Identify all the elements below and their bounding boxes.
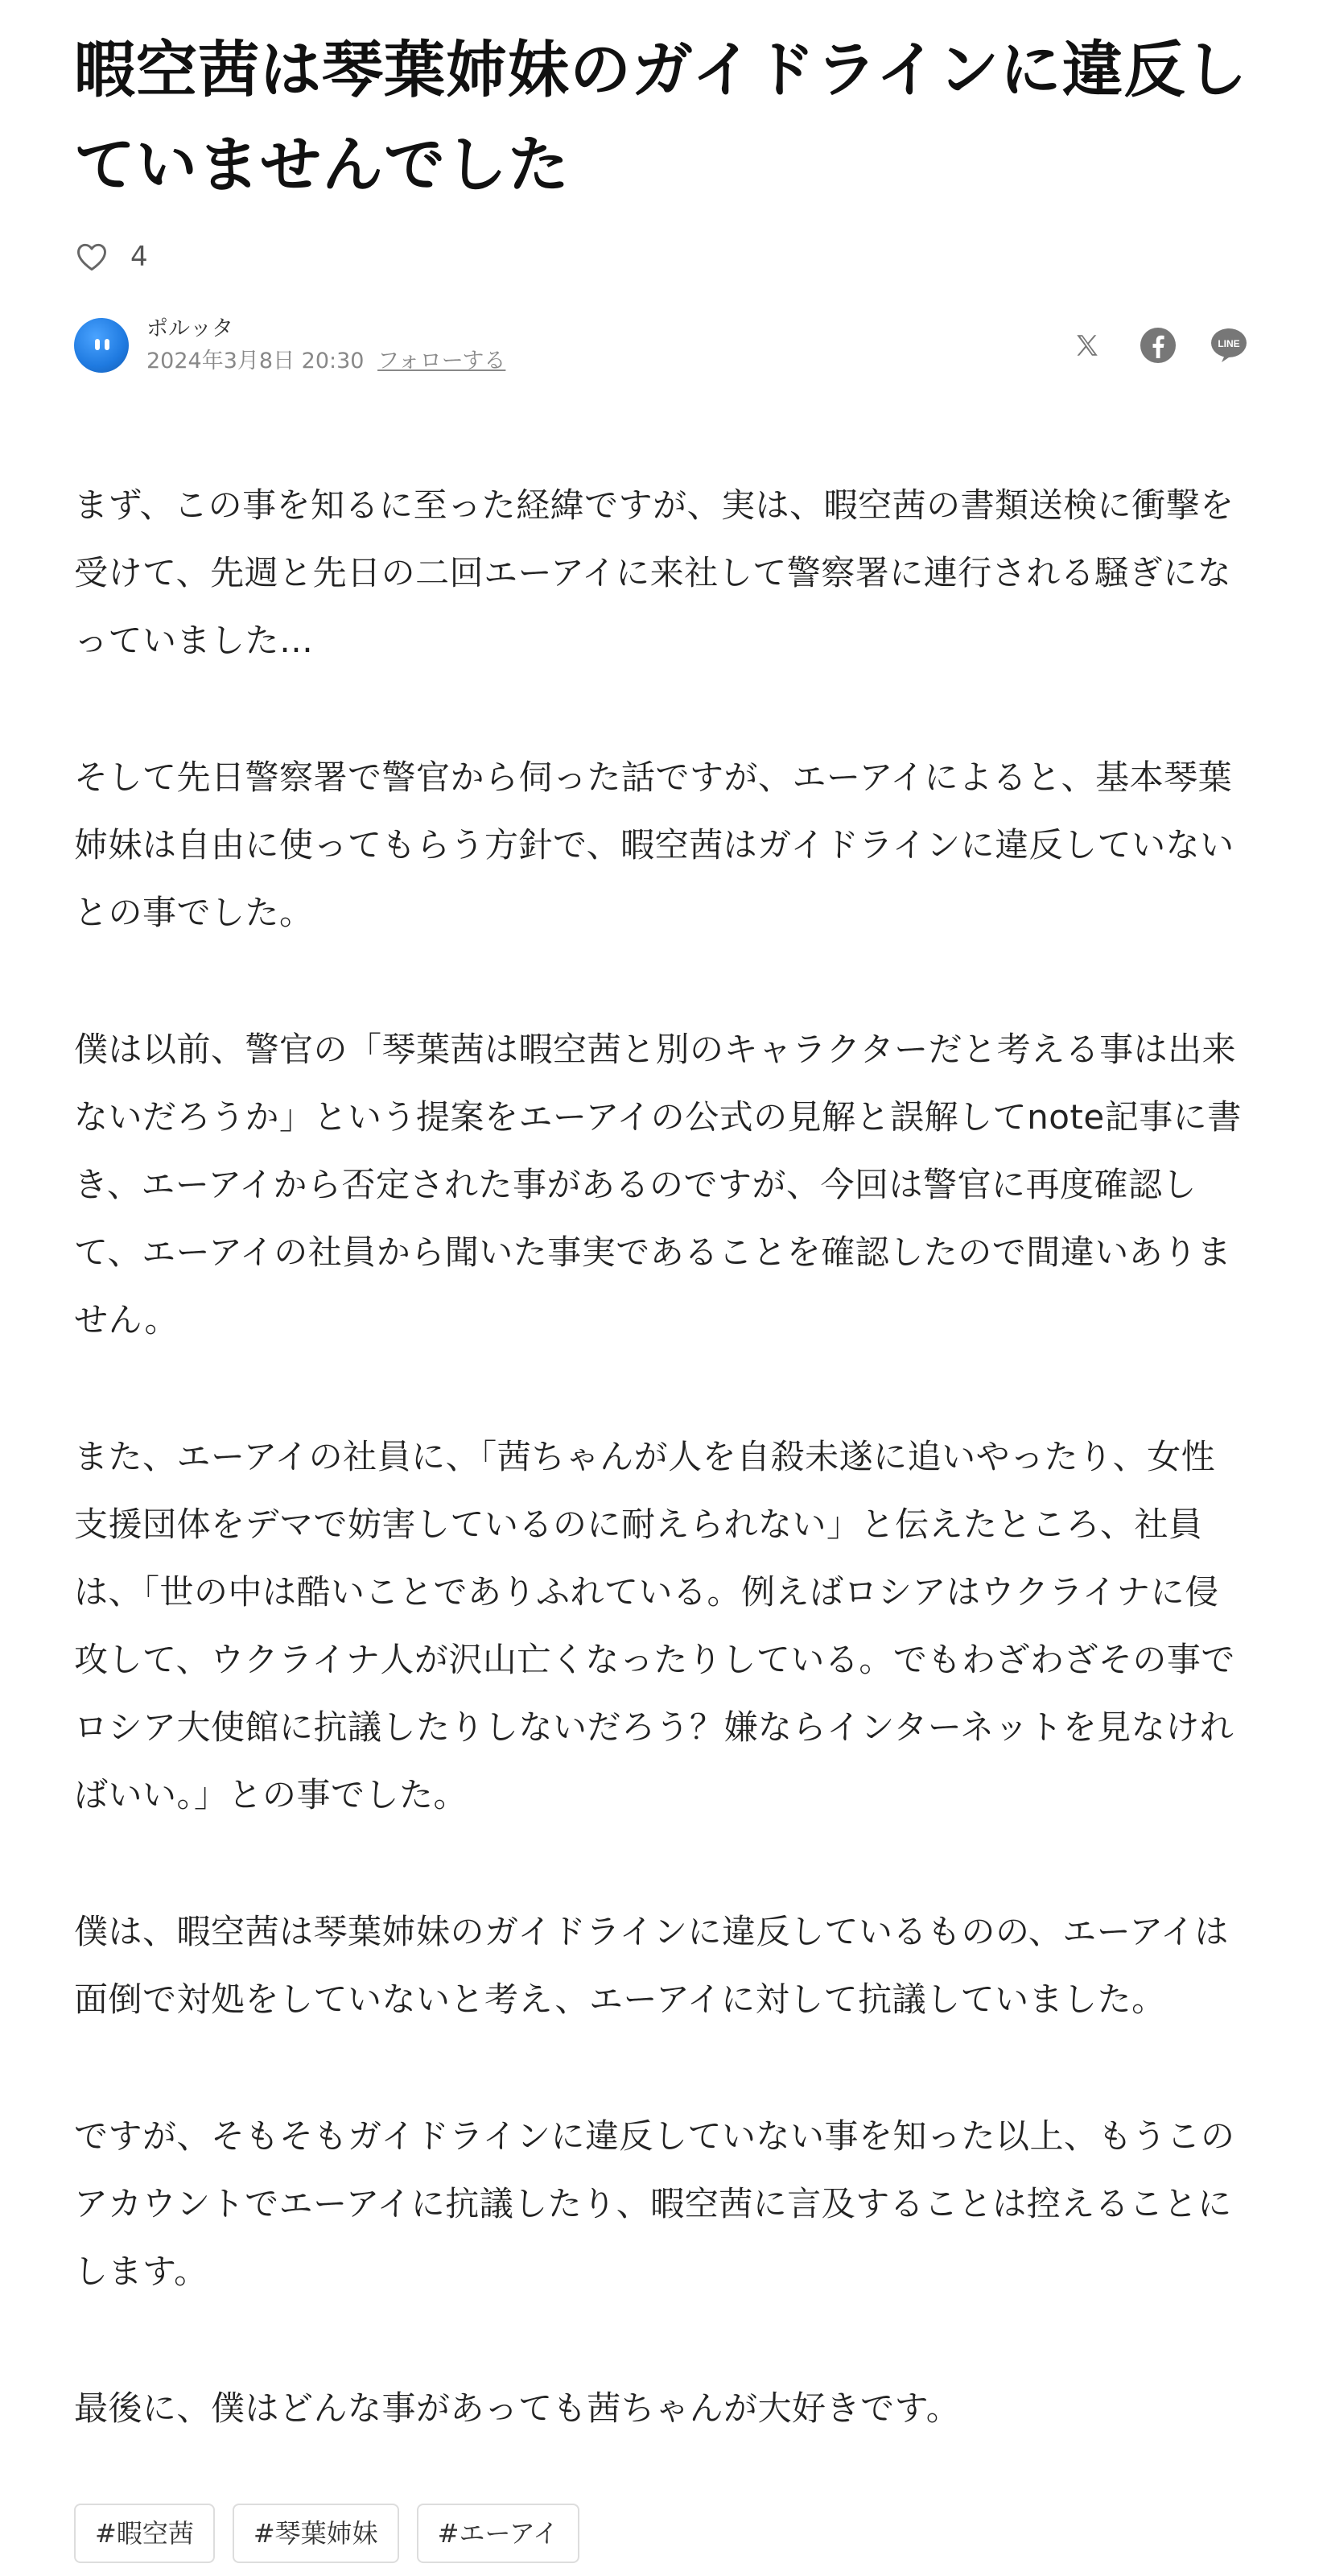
hashtag[interactable]: #エーアイ (417, 2504, 579, 2563)
author-meta (146, 313, 505, 378)
facebook-icon[interactable] (1138, 325, 1178, 365)
paragraph: 僕は以前、警官の「琴葉茜は暇空茜と別のキャラクターだと考える事は出来ないだろうか」という提案をエーアイの公式の見解と誤解してnote記事に書き、エーアイから否定された事があるのですが、今回は警官に再度確認して、エーアイの社員から聞いた事実であることを確認したので間違いありません。 (74, 1030, 1242, 1340)
follow-link[interactable]: フォローする (377, 349, 506, 374)
paragraph: そして先日警察署で警官から伺った話ですが、エーアイによると、基本琴葉姉妹は自由に使ってもらう方針で、暇空茜はガイドラインに違反していないとの事でした。 (74, 758, 1234, 932)
article-body (74, 472, 1249, 2563)
paragraph: ですが、そもそもガイドラインに違反していない事を知った以上、もうこのアカウントでエーアイに抗議したり、暇空茜に言及することは控えることにします。 (74, 2116, 1235, 2291)
avatar-eye (95, 339, 100, 350)
line-icon-text: LINE (1218, 338, 1240, 349)
paragraph: 僕は、暇空茜は琴葉姉妹のガイドラインに違反しているものの、エーアイは面倒で対処をしていないと考え、エーアイに対して抗議していました。 (74, 1912, 1229, 2019)
hashtag[interactable]: #琴葉姉妹 (233, 2504, 399, 2563)
avatar[interactable] (74, 318, 129, 373)
post-meta (146, 345, 505, 378)
like-row (74, 237, 1249, 277)
paragraph: また、エーアイの社員に、「茜ちゃんが人を自殺未遂に追いやったり、女性支援団体をデマで妨害しているのに耐えられない」と伝えたところ、社員は、「世の中は酷いことでありふれている。例えばロシアはウクライナに侵攻して、ウクライナ人が沢山亡くなったりしている。でもわざわざその事でロシア大使館に抗議したりしないだろう？嫌ならインターネットを見なければいい。」との事でした。 (74, 1437, 1235, 1814)
heart-icon[interactable] (74, 239, 109, 275)
author-name[interactable]: ポルッタ (146, 316, 233, 341)
like-count: 4 (130, 241, 148, 273)
article-title: 暇空茜は琴葉姉妹のガイドラインに違反していませんでした (74, 34, 1248, 200)
x-icon[interactable] (1067, 325, 1107, 365)
line-icon[interactable] (1209, 325, 1249, 365)
avatar-eye (105, 339, 109, 350)
post-date: 2024年3月8日 20:30 (146, 349, 365, 374)
hashtag[interactable]: #暇空茜 (74, 2504, 215, 2563)
paragraph: 最後に、僕はどんな事があっても茜ちゃんが大好きです。 (74, 2388, 961, 2428)
hashtag-list (74, 2504, 1249, 2563)
paragraph: まず、この事を知るに至った経緯ですが、実は、暇空茜の書類送検に衝撃を受けて、先週と先日の二回エーアイに来社して警察署に連行される騒ぎになっていました… (74, 485, 1234, 660)
share-buttons (1067, 309, 1249, 382)
author-row (74, 309, 1249, 382)
